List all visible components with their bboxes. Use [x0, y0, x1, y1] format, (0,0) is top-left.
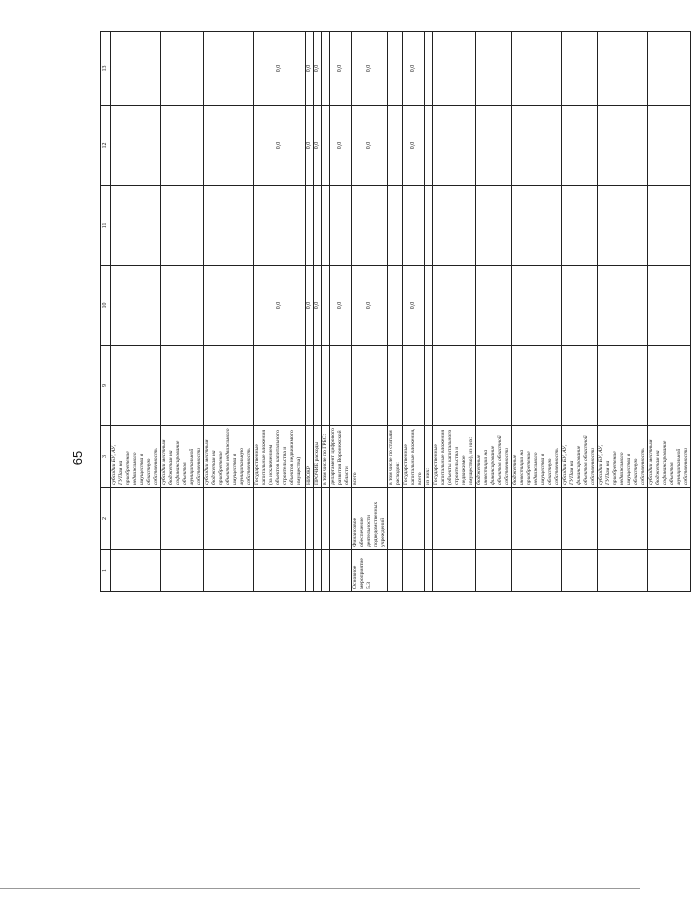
cell-v10: 0,0: [403, 266, 425, 346]
column-header: 11: [101, 186, 111, 266]
cell-empty: [388, 186, 403, 266]
cell-v13: [425, 32, 433, 106]
cell-v13: [433, 32, 476, 106]
table-row: [425, 32, 433, 592]
cell-empty: [476, 186, 512, 266]
table-row: [314, 32, 322, 592]
cell-empty: [512, 186, 562, 266]
cell-v13: [476, 32, 512, 106]
cell-v10: [598, 266, 648, 346]
table-row: [476, 32, 512, 592]
cell-c1: [388, 550, 403, 592]
cell-v10: [388, 266, 403, 346]
cell-c2: [314, 488, 322, 550]
cell-c3: субсидии БУ, АУ, ГУПам на финансирование объектов областной собственности: [562, 426, 598, 488]
table-row: [403, 32, 425, 592]
cell-v13: [161, 32, 204, 106]
cell-empty: [352, 186, 388, 266]
cell-v13: [204, 32, 254, 106]
cell-v10: [322, 266, 330, 346]
cell-v12: [425, 106, 433, 186]
cell-empty: [306, 346, 314, 426]
cell-empty: [204, 346, 254, 426]
cell-empty: [425, 346, 433, 426]
cell-c2: [648, 488, 691, 550]
cell-c3: всего: [352, 426, 388, 488]
cell-v13: 0,0: [254, 32, 306, 106]
cell-empty: [476, 346, 512, 426]
cell-v10: [648, 266, 691, 346]
cell-c3: из них:: [425, 426, 433, 488]
cell-v10: [433, 266, 476, 346]
cell-v12: [204, 106, 254, 186]
cell-v12: [512, 106, 562, 186]
cell-c1: [512, 550, 562, 592]
cell-v10: [161, 266, 204, 346]
table-row: [598, 32, 648, 592]
table-row: [322, 32, 330, 592]
column-header: 12: [101, 106, 111, 186]
cell-empty: [352, 346, 388, 426]
cell-c1: [403, 550, 425, 592]
table-row: [648, 32, 691, 592]
cell-c1: [161, 550, 204, 592]
cell-v13: 0,0: [314, 32, 322, 106]
cell-empty: [388, 346, 403, 426]
cell-c3: Государственные капитальные вложения, всего: [403, 426, 425, 488]
cell-empty: [648, 186, 691, 266]
cell-c2: [254, 488, 306, 550]
cell-empty: [314, 186, 322, 266]
cell-c2: [562, 488, 598, 550]
cell-v12: [433, 106, 476, 186]
table-row: [433, 32, 476, 592]
rotated-table-wrapper: [100, 32, 689, 592]
cell-c2: Финансовое обеспечение деятельности подведомственных учреждений: [352, 488, 388, 550]
cell-c3: субсидии БУ, АУ, ГУПам на приобретение недвижимого имущества в областную собственность: [111, 426, 161, 488]
cell-empty: [403, 346, 425, 426]
cell-v12: [476, 106, 512, 186]
cell-v12: 0,0: [403, 106, 425, 186]
cell-v12: 0,0: [254, 106, 306, 186]
cell-empty: [161, 186, 204, 266]
cell-c3: в том числе по ГРБС:: [322, 426, 330, 488]
table-row: [562, 32, 598, 592]
cell-v13: 0,0: [330, 32, 352, 106]
cell-v12: 0,0: [306, 106, 314, 186]
cell-empty: [562, 346, 598, 426]
cell-v10: [425, 266, 433, 346]
cell-v13: [388, 32, 403, 106]
cell-v13: 0,0: [306, 32, 314, 106]
cell-c1: [330, 550, 352, 592]
cell-empty: [161, 346, 204, 426]
cell-empty: [512, 346, 562, 426]
cell-c1: [598, 550, 648, 592]
cell-c1: [433, 550, 476, 592]
cell-v13: [111, 32, 161, 106]
cell-v12: [648, 106, 691, 186]
cell-c1: [562, 550, 598, 592]
cell-v10: 0,0: [314, 266, 322, 346]
cell-v13: [512, 32, 562, 106]
cell-empty: [433, 346, 476, 426]
cell-c2: [204, 488, 254, 550]
cell-c3: Государственные капитальные вложения (за исключением объектов капитального строительства и объектов недвижимого имущества): [254, 426, 306, 488]
cell-v12: 0,0: [314, 106, 322, 186]
cell-c1: [111, 550, 161, 592]
cell-c3: субсидии местным бюджетам на софинансирование объектов муниципальной собственности: [648, 426, 691, 488]
table-row: [330, 32, 352, 592]
table-row: [512, 32, 562, 592]
cell-empty: [648, 346, 691, 426]
cell-v12: [562, 106, 598, 186]
cell-empty: [598, 346, 648, 426]
column-header: 2: [101, 488, 111, 550]
cell-v12: [388, 106, 403, 186]
scan-edge-line: [0, 888, 640, 889]
cell-c3: бюджетные инвестиции на финансирование объектов областной собственности: [476, 426, 512, 488]
cell-v13: 0,0: [403, 32, 425, 106]
cell-c3: бюджетные инвестиции на приобретение недвижимого имущества в областную собственность: [512, 426, 562, 488]
budget-table: [100, 31, 691, 592]
cell-c1: [476, 550, 512, 592]
cell-v13: [598, 32, 648, 106]
cell-v10: [512, 266, 562, 346]
cell-v10: [204, 266, 254, 346]
cell-c1: Основное мероприятие 5.3: [352, 550, 388, 592]
cell-v12: [322, 106, 330, 186]
column-header: 9: [101, 346, 111, 426]
cell-v12: 0,0: [330, 106, 352, 186]
cell-v13: [562, 32, 598, 106]
table-row: [388, 32, 403, 592]
cell-c3: субсидии местным бюджетам на приобретение объектов недвижимого имущества в муниципальную собственность: [204, 426, 254, 488]
cell-c1: [254, 550, 306, 592]
cell-empty: [254, 346, 306, 426]
cell-v10: 0,0: [306, 266, 314, 346]
cell-v10: [476, 266, 512, 346]
cell-c1: [314, 550, 322, 592]
cell-v13: [648, 32, 691, 106]
cell-v10: [562, 266, 598, 346]
cell-v10: [111, 266, 161, 346]
cell-empty: [111, 346, 161, 426]
cell-empty: [204, 186, 254, 266]
cell-v12: [111, 106, 161, 186]
cell-c2: [598, 488, 648, 550]
cell-c3: НИОКР: [306, 426, 314, 488]
cell-c2: [403, 488, 425, 550]
table-row: [254, 32, 306, 592]
cell-c1: [306, 550, 314, 592]
cell-c1: [648, 550, 691, 592]
cell-c2: [512, 488, 562, 550]
cell-c3: в том числе по статьям расходов:: [388, 426, 403, 488]
cell-c1: [204, 550, 254, 592]
cell-c3: департамент цифрового развития Воронежской области: [330, 426, 352, 488]
column-header: 13: [101, 32, 111, 106]
cell-c2: [111, 488, 161, 550]
cell-c2: [322, 488, 330, 550]
cell-c1: [322, 550, 330, 592]
column-header: 1: [101, 550, 111, 592]
page-number: 65: [70, 450, 85, 466]
cell-v12: [161, 106, 204, 186]
column-header: 10: [101, 266, 111, 346]
cell-v13: 0,0: [352, 32, 388, 106]
table-row: [161, 32, 204, 592]
cell-empty: [330, 186, 352, 266]
cell-empty: [562, 186, 598, 266]
cell-c3: ПРОЧИЕ расходы: [314, 426, 322, 488]
cell-c2: [330, 488, 352, 550]
cell-c3: субсидии БУ, АУ, ГУПам на приобретение недвижимого имущества в областную собственность: [598, 426, 648, 488]
table-row: [352, 32, 388, 592]
cell-empty: [322, 346, 330, 426]
cell-c3: субсидии местным бюджетам на софинансирование объектов муниципальной собственности: [161, 426, 204, 488]
table-row: [111, 32, 161, 592]
cell-v12: 0,0: [352, 106, 388, 186]
cell-v13: [322, 32, 330, 106]
cell-v10: 0,0: [352, 266, 388, 346]
cell-empty: [433, 186, 476, 266]
cell-empty: [330, 346, 352, 426]
table-row: [204, 32, 254, 592]
cell-c1: [425, 550, 433, 592]
cell-v10: 0,0: [254, 266, 306, 346]
cell-c3: Государственные капитальные вложения (объекты капитального строительства и недвижимое имущество), из них:: [433, 426, 476, 488]
cell-empty: [314, 346, 322, 426]
cell-empty: [425, 186, 433, 266]
cell-v12: [598, 106, 648, 186]
cell-c2: [476, 488, 512, 550]
cell-empty: [306, 186, 314, 266]
table-row: [306, 32, 314, 592]
cell-empty: [322, 186, 330, 266]
cell-empty: [111, 186, 161, 266]
cell-c2: [306, 488, 314, 550]
cell-empty: [598, 186, 648, 266]
cell-empty: [403, 186, 425, 266]
cell-c2: [425, 488, 433, 550]
column-header: 3: [101, 426, 111, 488]
cell-empty: [254, 186, 306, 266]
cell-c2: [388, 488, 403, 550]
cell-v10: 0,0: [330, 266, 352, 346]
header-row: [101, 32, 111, 592]
cell-c2: [161, 488, 204, 550]
cell-c2: [433, 488, 476, 550]
